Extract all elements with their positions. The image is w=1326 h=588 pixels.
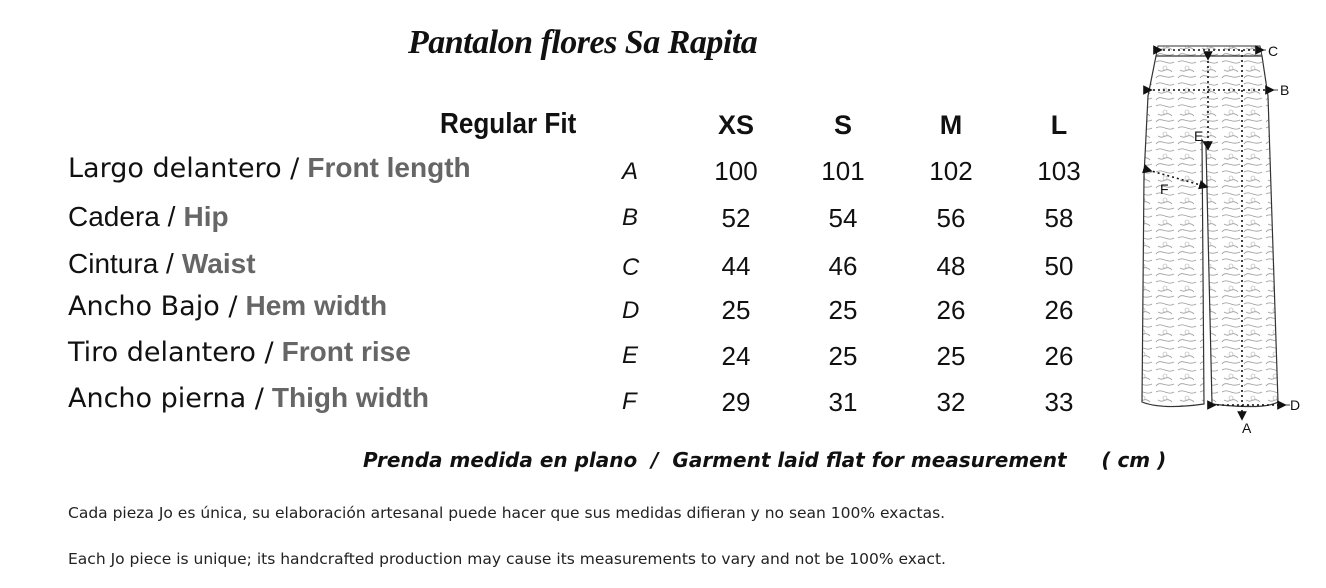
table-cell: 25 — [828, 341, 858, 371]
table-cell: 46 — [828, 251, 858, 281]
table-cell: 54 — [828, 203, 858, 233]
diagram-label-f: F — [1160, 181, 1169, 197]
row-label-hip — [68, 201, 229, 234]
table-cell: 50 — [1044, 251, 1074, 281]
diagram-label-b: B — [1280, 82, 1290, 98]
diagram-label-a: A — [1242, 420, 1252, 436]
row-label-es: Ancho pierna / — [68, 383, 264, 414]
row-code: B — [622, 204, 639, 231]
row-code: F — [622, 388, 637, 415]
diagram-label-c: C — [1268, 43, 1279, 59]
table-cell: 101 — [821, 156, 865, 186]
row-label-waist — [68, 248, 256, 281]
row-code: E — [622, 342, 639, 369]
table-cell: 44 — [721, 251, 751, 281]
row-label-en: Front rise — [281, 336, 411, 367]
table-cell: 52 — [721, 203, 751, 233]
table-cell: 56 — [936, 203, 966, 233]
row-code: C — [622, 254, 640, 281]
table-cell: 103 — [1037, 156, 1081, 186]
measurement-note: Prenda medida en plano / Garment laid flat for measurement ( cm ) — [363, 448, 1167, 472]
disclaimer-es: Cada pieza Jo es única, su elaboración artesanal puede hacer que sus medidas difieran y no sean 100% exactas. — [68, 504, 946, 522]
row-label-es: Cadera / — [68, 201, 176, 232]
diagram-label-d: D — [1290, 397, 1301, 413]
trousers-diagram — [1132, 36, 1326, 446]
waistband — [1156, 46, 1262, 56]
table-cell: 26 — [936, 295, 966, 325]
size-header-m: M — [939, 110, 963, 140]
table-cell: 25 — [721, 295, 751, 325]
table-cell: 25 — [828, 295, 858, 325]
table-cell: 24 — [721, 341, 751, 371]
page-title: Pantalon flores Sa Rapita — [408, 24, 758, 61]
row-label-es: Largo delantero / — [68, 153, 300, 184]
size-header-xs: XS — [717, 110, 755, 140]
row-label-en: Hem width — [245, 290, 388, 321]
row-label-en: Front length — [307, 152, 471, 183]
row-label-en: Hip — [183, 201, 229, 232]
table-cell: 100 — [714, 156, 758, 186]
disclaimer-en: Each Jo piece is unique; its handcrafted production may cause its measurements to vary and not be 100% exact. — [68, 550, 946, 568]
row-label-en: Thigh width — [271, 382, 429, 413]
table-cell: 26 — [1044, 295, 1074, 325]
row-label-es: Tiro delantero / — [68, 337, 274, 368]
row-label-es: Ancho Bajo / — [68, 291, 238, 322]
row-code: D — [622, 297, 640, 324]
row-label-front-rise — [68, 336, 411, 369]
table-cell: 33 — [1044, 387, 1074, 417]
table-cell: 29 — [721, 387, 751, 417]
row-label-es: Cintura / — [68, 248, 174, 279]
size-header-s: S — [833, 110, 852, 140]
table-cell: 58 — [1044, 203, 1074, 233]
row-label-en: Waist — [181, 248, 256, 279]
table-cell: 25 — [936, 341, 966, 371]
fit-label: Regular Fit — [440, 108, 577, 140]
trousers-outline — [1142, 56, 1278, 407]
row-label-hem-width — [68, 290, 387, 323]
row-label-thigh-width — [68, 382, 429, 415]
diagram-label-e: E — [1194, 128, 1204, 144]
row-label-front-length — [68, 152, 471, 185]
size-header-l: L — [1050, 110, 1068, 140]
row-code: A — [622, 158, 639, 185]
table-cell: 26 — [1044, 341, 1074, 371]
table-cell: 102 — [929, 156, 973, 186]
table-cell: 32 — [936, 387, 966, 417]
table-cell: 48 — [936, 251, 966, 281]
table-cell: 31 — [828, 387, 858, 417]
